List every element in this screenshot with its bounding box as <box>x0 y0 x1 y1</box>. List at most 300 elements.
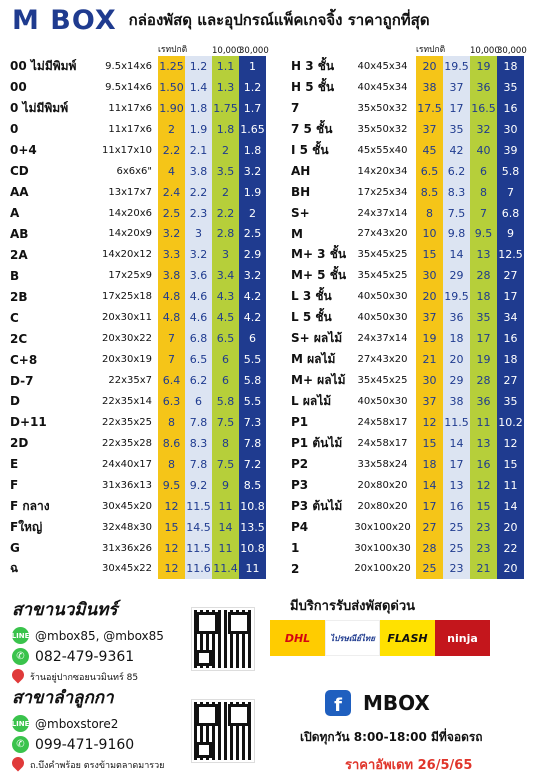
table-row <box>0 286 266 307</box>
price-cell: 1.65 <box>239 119 266 140</box>
price-cell: 30 <box>416 370 443 391</box>
table-row <box>289 98 524 119</box>
box-name: 0+4 <box>10 143 37 158</box>
box-name: L ผลไม้ <box>291 393 332 408</box>
price-cell: 25 <box>443 517 470 538</box>
price-cell: 7.5 <box>212 412 239 433</box>
table-row <box>289 496 524 517</box>
dhl-logo: DHL <box>270 620 325 656</box>
price-cell: 40 <box>470 140 497 161</box>
price-cell: 9.2 <box>185 475 212 496</box>
box-size: 31x36x13 <box>101 479 152 491</box>
box-name: 00 <box>10 80 27 95</box>
box-size: 14x20x6 <box>108 207 152 219</box>
price-cell: 23 <box>443 559 470 580</box>
price-cell: 2.2 <box>212 203 239 224</box>
price-cell: 45 <box>416 140 443 161</box>
box-name: 7 <box>291 101 300 116</box>
price-cell: 3 <box>185 224 212 245</box>
price-cell: 1.2 <box>239 77 266 98</box>
header-30000: 30,000 <box>239 46 269 56</box>
phone-number: 099-471-9160 <box>35 736 135 753</box>
price-cell: 37 <box>443 77 470 98</box>
table-row <box>0 517 266 538</box>
table-row <box>0 77 266 98</box>
line-contact[interactable] <box>12 627 164 644</box>
table-row <box>0 328 266 349</box>
table-row <box>289 517 524 538</box>
price-cell: 4.8 <box>158 307 185 328</box>
price-cell: 20 <box>497 559 524 580</box>
box-name: 2 <box>291 561 300 576</box>
price-cell: 7.5 <box>212 454 239 475</box>
box-size: 27x43x20 <box>357 228 408 240</box>
price-cell: 7.8 <box>185 412 212 433</box>
price-cell: 35 <box>443 119 470 140</box>
table-row <box>0 349 266 370</box>
box-name: Fใหญ่ <box>10 519 43 534</box>
price-cell: 17 <box>497 286 524 307</box>
box-size: 40x50x30 <box>357 395 408 407</box>
price-cell: 6.2 <box>443 161 470 182</box>
price-cell: 1.4 <box>185 77 212 98</box>
box-size: 22x35x28 <box>101 437 152 449</box>
price-cell: 6.4 <box>158 370 185 391</box>
facebook-page[interactable] <box>325 690 430 716</box>
qr-code-icon[interactable] <box>192 700 254 762</box>
price-cell: 39 <box>497 140 524 161</box>
table-row <box>0 391 266 412</box>
box-name: 2A <box>10 247 28 262</box>
box-name: D <box>10 394 20 409</box>
price-cell: 7.2 <box>239 454 266 475</box>
price-cell: 10.8 <box>239 496 266 517</box>
table-row <box>0 98 266 119</box>
price-cell: 19.5 <box>443 56 470 77</box>
box-name: 1 <box>291 541 300 556</box>
price-cell: 18 <box>470 286 497 307</box>
box-size: 35x50x32 <box>357 123 408 135</box>
table-row <box>0 475 266 496</box>
table-row <box>0 161 266 182</box>
price-cell: 35 <box>497 391 524 412</box>
box-name: CD <box>10 164 29 179</box>
branch-title: สาขานวมินทร์ <box>12 600 118 620</box>
price-cell: 11 <box>212 496 239 517</box>
price-cell: 1.75 <box>212 98 239 119</box>
table-row <box>289 182 524 203</box>
price-cell: 7.3 <box>239 412 266 433</box>
shipping-title: มีบริการรับส่งพัสดุด่วน <box>290 599 416 614</box>
price-cell: 18 <box>443 328 470 349</box>
price-cell: 9.8 <box>443 224 470 245</box>
table-row <box>0 412 266 433</box>
price-cell: 11 <box>470 412 497 433</box>
price-cell: 6.5 <box>212 328 239 349</box>
price-cell: 3.3 <box>158 244 185 265</box>
box-size: 30x100x20 <box>354 521 411 533</box>
table-row <box>0 307 266 328</box>
price-cell: 22 <box>497 538 524 559</box>
price-cell: 3.6 <box>185 265 212 286</box>
price-table-right <box>289 40 527 579</box>
box-name: AH <box>291 164 311 179</box>
price-cell: 19.5 <box>443 286 470 307</box>
thai-post-logo: ไปรษณีย์ไทย <box>325 620 380 656</box>
price-cell: 6.5 <box>416 161 443 182</box>
box-size: 14x20x34 <box>357 165 408 177</box>
price-cell: 3.8 <box>158 265 185 286</box>
price-cell: 6 <box>185 391 212 412</box>
price-cell: 11 <box>497 475 524 496</box>
price-cell: 42 <box>443 140 470 161</box>
box-name: BH <box>291 185 311 200</box>
price-cell: 1 <box>239 56 266 77</box>
price-cell: 2.2 <box>158 140 185 161</box>
price-cell: 8.3 <box>443 182 470 203</box>
table-row <box>289 391 524 412</box>
price-cell: 27 <box>497 370 524 391</box>
header-10000: 10,000 <box>212 46 242 56</box>
price-cell: 18 <box>497 56 524 77</box>
table-row <box>289 56 524 77</box>
price-cell: 6.8 <box>497 203 524 224</box>
price-cell: 5.8 <box>497 161 524 182</box>
price-cell: 4.3 <box>212 286 239 307</box>
price-cell: 2.5 <box>239 224 266 245</box>
box-name: M <box>291 226 303 241</box>
price-cell: 15 <box>470 496 497 517</box>
price-cell: 11 <box>239 559 266 580</box>
box-size: 35x45x25 <box>357 249 408 261</box>
price-cell: 4.5 <box>212 307 239 328</box>
box-size: 20x30x11 <box>101 312 152 324</box>
price-cell: 25 <box>443 538 470 559</box>
box-size: 40x45x34 <box>357 81 408 93</box>
price-cell: 17.5 <box>416 98 443 119</box>
price-cell: 37 <box>416 307 443 328</box>
price-cell: 15 <box>416 433 443 454</box>
header-normal: เรทปกติ <box>158 45 188 55</box>
price-cell: 16 <box>443 496 470 517</box>
price-cell: 35 <box>470 307 497 328</box>
price-cell: 3.2 <box>185 244 212 265</box>
price-cell: 9 <box>497 224 524 245</box>
address-text: ถ.บึงคำพร้อย ตรงข้ามตลาดมารวย <box>30 761 165 771</box>
price-cell: 13 <box>470 244 497 265</box>
table-row <box>289 412 524 433</box>
phone-icon: ✆ <box>12 736 29 753</box>
table-row <box>0 454 266 475</box>
price-cell: 12 <box>158 559 185 580</box>
box-size: 40x50x30 <box>357 291 408 303</box>
price-cell: 4.8 <box>158 286 185 307</box>
price-cell: 1.8 <box>212 119 239 140</box>
price-cell: 11 <box>212 538 239 559</box>
table-row <box>0 140 266 161</box>
price-cell: 20 <box>497 517 524 538</box>
price-cell: 2.8 <box>212 224 239 245</box>
box-name: 00 ไม่มีพิมพ์ <box>10 58 77 73</box>
box-name: S+ <box>291 206 310 221</box>
table-row <box>0 496 266 517</box>
price-cell: 16 <box>470 454 497 475</box>
phone-contact[interactable] <box>12 648 164 665</box>
price-cell: 38 <box>443 391 470 412</box>
price-cell: 11.5 <box>443 412 470 433</box>
price-cell: 1.8 <box>239 140 266 161</box>
box-size: 20x80x20 <box>357 479 408 491</box>
price-cell: 6 <box>239 328 266 349</box>
column-header <box>289 40 527 56</box>
header-30000: 30,000 <box>497 46 527 56</box>
price-cell: 4.6 <box>185 307 212 328</box>
price-cell: 15 <box>158 517 185 538</box>
box-name: P1 ต้นไม้ <box>291 435 343 450</box>
box-size: 40x45x34 <box>357 60 408 72</box>
box-name: 0 ไม่มีพิมพ์ <box>10 100 69 115</box>
box-name: B <box>10 268 20 283</box>
price-cell: 4.2 <box>239 286 266 307</box>
phone-contact[interactable] <box>12 736 164 753</box>
box-name: H 3 ชั้น <box>291 58 335 73</box>
box-name: AA <box>10 185 29 200</box>
table-row <box>0 370 266 391</box>
price-cell: 37 <box>416 391 443 412</box>
price-cell: 27 <box>497 265 524 286</box>
price-cell: 11.6 <box>185 559 212 580</box>
price-cell: 6 <box>470 161 497 182</box>
branch-lamlukka <box>12 684 164 773</box>
box-name: L 3 ชั้น <box>291 289 332 304</box>
box-name: ฉ <box>10 561 19 576</box>
box-name: P2 <box>291 457 309 472</box>
price-cell: 29 <box>443 265 470 286</box>
box-size: 6x6x6" <box>116 165 152 177</box>
price-cell: 17 <box>416 496 443 517</box>
box-name: A <box>10 206 20 221</box>
price-cell: 16 <box>497 328 524 349</box>
table-row <box>0 224 266 245</box>
table-row <box>289 370 524 391</box>
price-cell: 15 <box>497 454 524 475</box>
price-cell: 12 <box>497 433 524 454</box>
price-cell: 21 <box>470 559 497 580</box>
table-row <box>289 475 524 496</box>
line-icon: LINE <box>12 715 29 732</box>
price-cell: 14 <box>497 496 524 517</box>
box-name: P1 <box>291 415 309 430</box>
price-cell: 3.2 <box>239 265 266 286</box>
box-size: 24x58x17 <box>357 437 408 449</box>
price-cell: 36 <box>470 77 497 98</box>
price-cell: 7.5 <box>443 203 470 224</box>
price-cell: 8 <box>470 182 497 203</box>
price-cell: 5.5 <box>239 391 266 412</box>
price-cell: 7 <box>497 182 524 203</box>
box-size: 11x17x6 <box>108 102 152 114</box>
price-cell: 14 <box>443 433 470 454</box>
box-size: 30x45x22 <box>101 563 152 575</box>
price-cell: 10 <box>416 224 443 245</box>
price-cell: 14 <box>443 244 470 265</box>
price-cell: 19 <box>470 349 497 370</box>
table-row <box>289 454 524 475</box>
table-row <box>0 203 266 224</box>
price-cell: 2.4 <box>158 182 185 203</box>
box-name: M ผลไม้ <box>291 352 336 367</box>
price-cell: 3.2 <box>239 161 266 182</box>
phone-number: 082-479-9361 <box>35 648 135 665</box>
price-cell: 20 <box>416 286 443 307</box>
box-size: 17x25x18 <box>101 291 152 303</box>
price-cell: 20 <box>416 56 443 77</box>
box-size: 32x48x30 <box>101 521 152 533</box>
price-cell: 2.9 <box>239 244 266 265</box>
price-cell: 12.5 <box>497 244 524 265</box>
header <box>0 0 552 40</box>
box-size: 33x58x24 <box>357 458 408 470</box>
price-table-left <box>0 40 269 579</box>
price-cell: 36 <box>470 391 497 412</box>
table-row <box>289 307 524 328</box>
box-name: S+ ผลไม้ <box>291 331 343 346</box>
table-row <box>289 203 524 224</box>
box-size: 17x25x34 <box>357 186 408 198</box>
box-size: 9.5x14x6 <box>105 60 152 72</box>
price-cell: 19 <box>470 56 497 77</box>
box-size: 14x20x12 <box>101 249 152 261</box>
box-name: C+8 <box>10 352 38 367</box>
box-size: 45x55x40 <box>357 144 408 156</box>
price-cell: 29 <box>443 370 470 391</box>
price-cell: 9.5 <box>158 475 185 496</box>
price-cell: 2 <box>239 203 266 224</box>
line-contact[interactable] <box>12 715 164 732</box>
line-id: @mbox85, @mbox85 <box>35 628 164 643</box>
opening-hours: เปิดทุกวัน 8:00-18:00 มีที่จอดรถ <box>300 730 483 744</box>
box-name: M+ ผลไม้ <box>291 373 346 388</box>
box-size: 40x50x30 <box>357 312 408 324</box>
price-cell: 12 <box>416 412 443 433</box>
price-cell: 15 <box>416 244 443 265</box>
box-name: 2D <box>10 436 29 451</box>
price-cell: 2 <box>212 140 239 161</box>
price-cell: 2 <box>158 119 185 140</box>
price-cell: 9 <box>212 475 239 496</box>
table-row <box>289 77 524 98</box>
price-cell: 6.2 <box>185 370 212 391</box>
price-cell: 17 <box>443 98 470 119</box>
box-name: P4 <box>291 520 309 535</box>
box-size: 35x50x32 <box>357 102 408 114</box>
box-name: AB <box>10 226 29 241</box>
price-cell: 14 <box>212 517 239 538</box>
price-cell: 12 <box>470 475 497 496</box>
price-cell: 16 <box>497 98 524 119</box>
price-cell: 3.2 <box>158 224 185 245</box>
box-name: M+ 3 ชั้น <box>291 247 347 262</box>
box-size: 13x17x7 <box>108 186 152 198</box>
price-cell: 32 <box>470 119 497 140</box>
price-cell: 5.5 <box>239 349 266 370</box>
box-size: 24x58x17 <box>357 416 408 428</box>
column-header <box>0 40 269 56</box>
price-cell: 8.5 <box>416 182 443 203</box>
table-row <box>289 286 524 307</box>
table-row <box>0 244 266 265</box>
price-cell: 17 <box>470 328 497 349</box>
price-cell: 12 <box>158 538 185 559</box>
table-row <box>0 56 266 77</box>
table-row <box>289 265 524 286</box>
price-cell: 13 <box>443 475 470 496</box>
price-cell: 21 <box>416 349 443 370</box>
phone-icon: ✆ <box>12 648 29 665</box>
price-cell: 1.25 <box>158 56 185 77</box>
box-size: 22x35x25 <box>101 416 152 428</box>
table-row <box>289 224 524 245</box>
price-cell: 7 <box>158 349 185 370</box>
price-cell: 5.8 <box>212 391 239 412</box>
price-cell: 7.8 <box>185 454 212 475</box>
price-cell: 37 <box>416 119 443 140</box>
box-size: 35x45x25 <box>357 375 408 387</box>
address <box>12 669 164 685</box>
price-cell: 38 <box>416 77 443 98</box>
price-cell: 18 <box>416 454 443 475</box>
box-name: G <box>10 541 20 556</box>
price-cell: 1.50 <box>158 77 185 98</box>
price-cell: 8 <box>158 412 185 433</box>
box-size: 17x25x9 <box>108 270 152 282</box>
ninja-logo: ninja <box>435 620 490 656</box>
price-cell: 8.3 <box>185 433 212 454</box>
price-cell: 28 <box>470 370 497 391</box>
box-name: H 5 ชั้น <box>291 79 335 94</box>
table-row <box>0 182 266 203</box>
qr-code-icon[interactable] <box>192 608 254 670</box>
box-name: E <box>10 457 19 472</box>
price-cell: 3.4 <box>212 265 239 286</box>
price-cell: 2.3 <box>185 203 212 224</box>
table-row <box>0 538 266 559</box>
price-cell: 23 <box>470 517 497 538</box>
box-size: 24x37x14 <box>357 207 408 219</box>
box-size: 35x45x25 <box>357 270 408 282</box>
box-size: 24x37x14 <box>357 333 408 345</box>
flash-logo: FLASH <box>380 620 435 656</box>
box-size: 22x35x14 <box>101 395 152 407</box>
box-size: 30x45x20 <box>101 500 152 512</box>
price-cell: 4 <box>158 161 185 182</box>
box-name: 2B <box>10 289 28 304</box>
price-cell: 23 <box>470 538 497 559</box>
courier-logos <box>270 620 490 656</box>
box-name: I 5 ชั้น <box>291 142 329 157</box>
price-cell: 9.5 <box>470 224 497 245</box>
price-cell: 1.8 <box>185 98 212 119</box>
price-cell: 6 <box>212 349 239 370</box>
price-cell: 14 <box>416 475 443 496</box>
box-name: P3 ต้นไม้ <box>291 498 343 513</box>
price-cell: 8.5 <box>239 475 266 496</box>
price-cell: 10.8 <box>239 538 266 559</box>
facebook-icon: f <box>325 690 351 716</box>
price-cell: 11.5 <box>185 538 212 559</box>
box-size: 20x30x22 <box>101 333 152 345</box>
table-row <box>289 161 524 182</box>
